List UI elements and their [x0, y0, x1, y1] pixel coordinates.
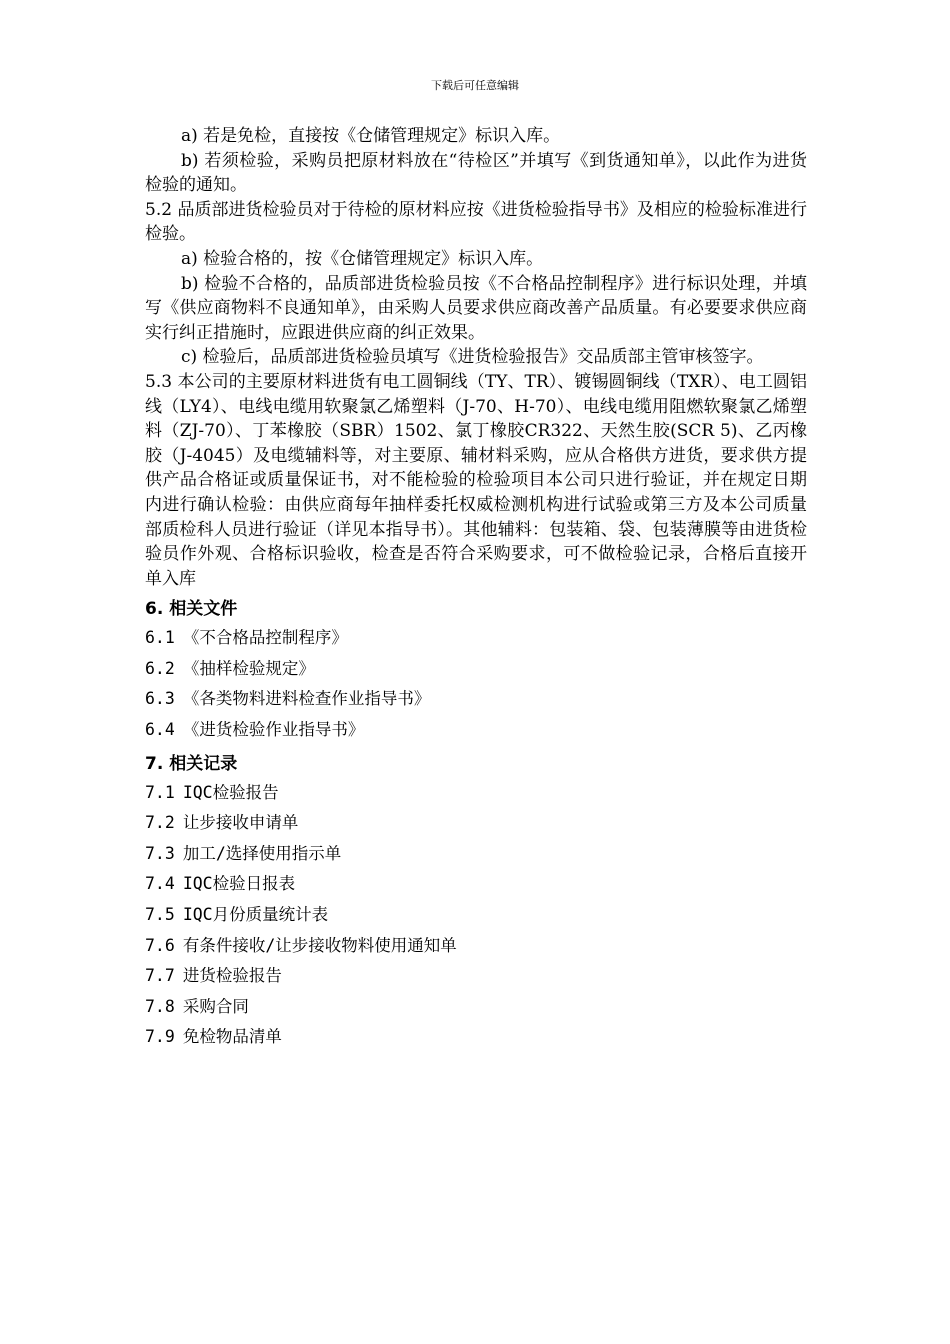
list-item [145, 684, 807, 715]
list-item-number: 7.4 [145, 874, 175, 894]
section-7-list [145, 778, 807, 1053]
list-item-text: IQC检验日报表 [182, 874, 296, 894]
list-item-number: 7.1 [145, 782, 175, 802]
list-item-number: 7.7 [145, 966, 175, 986]
list-item-number: 7.9 [145, 1027, 175, 1047]
list-item-text: 进货检验报告 [182, 966, 282, 986]
list-item [145, 961, 807, 992]
section-6-title: 6. 相关文件 [145, 599, 238, 620]
list-item [145, 900, 807, 931]
list-item [145, 992, 807, 1023]
list-item-number: 7.2 [145, 813, 175, 833]
list-item-text: 《抽样检验规定》 [182, 658, 315, 678]
document-content [145, 124, 807, 1053]
list-item [145, 808, 807, 839]
list-item-number: 7.6 [145, 935, 175, 955]
list-item-text: 加工/选择使用指示单 [182, 843, 342, 863]
list-item-text: IQC月份质量统计表 [182, 905, 329, 925]
list-item-number: 6.3 [145, 689, 175, 709]
paragraph-5-3: 5.3 本公司的主要原材料进货有电工圆铜线（TY、TR）、镀锡圆铜线（TXR）、电工圆铝线（LY4）、电线电缆用软聚氯乙烯塑料（J-70、H-70）、电线电缆用阻燃软聚氯乙烯塑料（ZJ-70）、丁苯橡胶（SBR）1502、氯丁橡胶CR322、天然生胶(SCR 5)、乙丙橡胶（J-4045）及电缆辅料等，对主要原、辅材料采购，应从合格供方进货，要求供方提供产品合格证或质量保证书，对不能检验的检验项目本公司只进行验证，并在规定日期内进行确认检验：由供应商每年抽样委托权威检测机构进行试验或第三方及本公司质量部质检科人员进行验证（详见本指导书）。其他辅料：包装箱、袋、包装薄膜等由进货检验员作外观、合格标识验收，检查是否符合采购要求，可不做检验记录，合格后直接开单入库 [145, 371, 807, 589]
list-item-text: 让步接收申请单 [182, 813, 299, 833]
paragraph-5-2: 5.2 品质部进货检验员对于待检的原材料应按《进货检验指导书》及相应的检验标准进行检验。 [145, 199, 807, 245]
list-item [145, 1022, 807, 1053]
list-item [145, 931, 807, 962]
section-6-list [145, 623, 807, 745]
paragraph-qualified: a) 检验合格的，按《仓储管理规定》标识入库。 [181, 248, 544, 269]
list-item [145, 623, 807, 654]
section-7-title: 7. 相关记录 [145, 753, 238, 774]
list-item-number: 6.4 [145, 720, 175, 740]
list-item [145, 869, 807, 900]
list-item [145, 839, 807, 870]
list-item-text: 《进货检验作业指导书》 [182, 720, 365, 740]
list-item [145, 778, 807, 809]
list-item [145, 654, 807, 685]
list-item-text: 《不合格品控制程序》 [182, 628, 348, 648]
list-item-number: 6.2 [145, 658, 175, 678]
list-item-text: 采购合同 [182, 996, 249, 1016]
list-item-text: 免检物品清单 [182, 1027, 282, 1047]
list-item [145, 715, 807, 746]
paragraph-unqualified: b) 检验不合格的，品质部进货检验员按《不合格品控制程序》进行标识处理，并填写《供应商物料不良通知单》，由采购人员要求供应商改善产品质量。有必要要求供应商实行纠正措施时，应跟进供应商的纠正效果。 [145, 273, 807, 343]
list-item-text: IQC检验报告 [182, 782, 279, 802]
list-item-number: 7.8 [145, 996, 175, 1016]
list-item-number: 7.5 [145, 905, 175, 925]
paragraph-after-inspection: c) 检验后，品质部进货检验员填写《进货检验报告》交品质部主管审核签字。 [181, 347, 764, 368]
list-item-text: 《各类物料进料检查作业指导书》 [182, 689, 431, 709]
list-item-number: 6.1 [145, 628, 175, 648]
list-item-text: 有条件接收/让步接收物料使用通知单 [182, 935, 457, 955]
page-header-note: 下载后可任意编辑 [431, 79, 519, 92]
list-item-number: 7.3 [145, 843, 175, 863]
paragraph-exempt: a) 若是免检，直接按《仓储管理规定》标识入库。 [181, 126, 561, 146]
paragraph-inspection-required: b) 若须检验，采购员把原材料放在“待检区”并填写《到货通知单》，以此作为进货检验的通知。 [145, 150, 807, 196]
